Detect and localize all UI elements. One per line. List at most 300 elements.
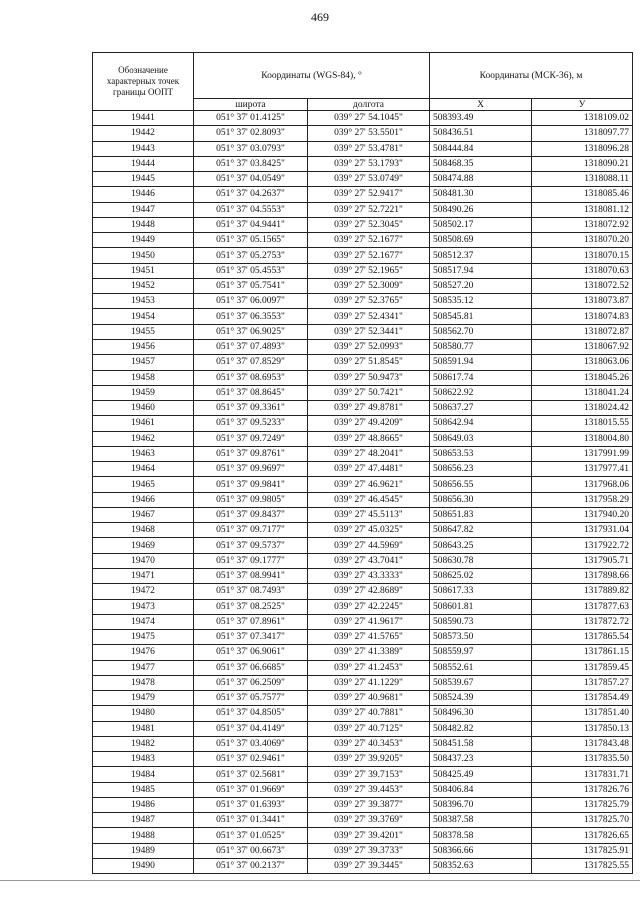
table-row: [93, 691, 633, 706]
longitude-cell: 039° 27' 52.7221": [308, 202, 430, 217]
point-id-cell: 19448: [93, 217, 194, 232]
y-coordinate-cell: 1317991.99: [532, 446, 633, 461]
y-coordinate-cell: 1317898.66: [532, 568, 633, 583]
longitude-cell: 039° 27' 39.4201": [308, 828, 430, 843]
longitude-cell: 039° 27' 50.7421": [308, 385, 430, 400]
table-row: [93, 843, 633, 858]
y-coordinate-cell: 1317968.06: [532, 477, 633, 492]
latitude-cell: 051° 37' 06.3553": [194, 309, 308, 324]
table-row: [93, 278, 633, 293]
x-coordinate-cell: 508378.58: [430, 828, 532, 843]
x-coordinate-cell: 508508.69: [430, 233, 532, 248]
point-id-cell: 19472: [93, 584, 194, 599]
point-id-cell: 19456: [93, 339, 194, 354]
header-x: X: [430, 99, 532, 111]
latitude-cell: 051° 37' 06.9061": [194, 645, 308, 660]
point-id-cell: 19475: [93, 630, 194, 645]
header-latitude: широта: [194, 99, 308, 111]
table-row: [93, 538, 633, 553]
table-row: [93, 477, 633, 492]
point-id-cell: 19471: [93, 568, 194, 583]
point-id-cell: 19441: [93, 111, 194, 126]
y-coordinate-cell: 1317835.50: [532, 752, 633, 767]
latitude-cell: 051° 37' 05.7541": [194, 278, 308, 293]
table-row: [93, 446, 633, 461]
point-id-cell: 19454: [93, 309, 194, 324]
point-id-cell: 19467: [93, 507, 194, 522]
table-row: [93, 523, 633, 538]
point-id-cell: 19462: [93, 431, 194, 446]
table-row: [93, 584, 633, 599]
y-coordinate-cell: 1318063.06: [532, 355, 633, 370]
x-coordinate-cell: 508393.49: [430, 111, 532, 126]
x-coordinate-cell: 508535.12: [430, 294, 532, 309]
y-coordinate-cell: 1318088.11: [532, 172, 633, 187]
table-row: [93, 462, 633, 477]
longitude-cell: 039° 27' 53.5501": [308, 126, 430, 141]
page-bottom-rule: [0, 880, 640, 881]
point-id-cell: 19466: [93, 492, 194, 507]
y-coordinate-cell: 1318072.87: [532, 324, 633, 339]
latitude-cell: 051° 37' 01.6393": [194, 797, 308, 812]
y-coordinate-cell: 1317877.63: [532, 599, 633, 614]
y-coordinate-cell: 1318004.80: [532, 431, 633, 446]
point-id-cell: 19468: [93, 523, 194, 538]
point-id-cell: 19480: [93, 706, 194, 721]
latitude-cell: 051° 37' 08.9941": [194, 568, 308, 583]
table-row: [93, 645, 633, 660]
table-row: [93, 294, 633, 309]
point-id-cell: 19459: [93, 385, 194, 400]
point-id-cell: 19479: [93, 691, 194, 706]
x-coordinate-cell: 508512.37: [430, 248, 532, 263]
x-coordinate-cell: 508651.83: [430, 507, 532, 522]
longitude-cell: 039° 27' 40.9681": [308, 691, 430, 706]
longitude-cell: 039° 27' 49.4209": [308, 416, 430, 431]
latitude-cell: 051° 37' 03.4069": [194, 736, 308, 751]
latitude-cell: 051° 37' 07.4893": [194, 339, 308, 354]
table-row: [93, 248, 633, 263]
latitude-cell: 051° 37' 07.3417": [194, 630, 308, 645]
table-row: [93, 355, 633, 370]
x-coordinate-cell: 508436.51: [430, 126, 532, 141]
x-coordinate-cell: 508562.70: [430, 324, 532, 339]
y-coordinate-cell: 1318067.92: [532, 339, 633, 354]
y-coordinate-cell: 1318070.63: [532, 263, 633, 278]
table-row: [93, 614, 633, 629]
x-coordinate-cell: 508524.39: [430, 691, 532, 706]
page-number: 469: [311, 10, 329, 24]
y-coordinate-cell: 1317859.45: [532, 660, 633, 675]
table-row: [93, 660, 633, 675]
x-coordinate-cell: 508545.81: [430, 309, 532, 324]
longitude-cell: 039° 27' 39.7153": [308, 767, 430, 782]
longitude-cell: 039° 27' 52.4341": [308, 309, 430, 324]
latitude-cell: 051° 37' 09.7249": [194, 431, 308, 446]
longitude-cell: 039° 27' 41.9617": [308, 614, 430, 629]
longitude-cell: 039° 27' 47.4481": [308, 462, 430, 477]
x-coordinate-cell: 508559.97: [430, 645, 532, 660]
y-coordinate-cell: 1318070.20: [532, 233, 633, 248]
point-id-cell: 19477: [93, 660, 194, 675]
longitude-cell: 039° 27' 46.9621": [308, 477, 430, 492]
longitude-cell: 039° 27' 41.3389": [308, 645, 430, 660]
table-row: [93, 263, 633, 278]
point-id-cell: 19457: [93, 355, 194, 370]
x-coordinate-cell: 508552.61: [430, 660, 532, 675]
table-row: [93, 797, 633, 812]
y-coordinate-cell: 1318090.21: [532, 156, 633, 171]
longitude-cell: 039° 27' 40.3453": [308, 736, 430, 751]
y-coordinate-cell: 1317825.79: [532, 797, 633, 812]
longitude-cell: 039° 27' 41.1229": [308, 675, 430, 690]
latitude-cell: 051° 37' 03.0793": [194, 141, 308, 156]
point-id-cell: 19449: [93, 233, 194, 248]
longitude-cell: 039° 27' 39.3445": [308, 859, 430, 874]
x-coordinate-cell: 508601.81: [430, 599, 532, 614]
y-coordinate-cell: 1318072.52: [532, 278, 633, 293]
table-row: [93, 141, 633, 156]
table-row: [93, 553, 633, 568]
latitude-cell: 051° 37' 08.8645": [194, 385, 308, 400]
point-id-cell: 19455: [93, 324, 194, 339]
longitude-cell: 039° 27' 49.8781": [308, 401, 430, 416]
point-id-cell: 19469: [93, 538, 194, 553]
table-row: [93, 767, 633, 782]
longitude-cell: 039° 27' 40.7125": [308, 721, 430, 736]
y-coordinate-cell: 1318070.15: [532, 248, 633, 263]
x-coordinate-cell: 508656.55: [430, 477, 532, 492]
point-id-cell: 19482: [93, 736, 194, 751]
table-body: [93, 111, 633, 874]
latitude-cell: 051° 37' 09.8761": [194, 446, 308, 461]
latitude-cell: 051° 37' 09.3361": [194, 401, 308, 416]
latitude-cell: 051° 37' 06.2509": [194, 675, 308, 690]
table-header-row: [93, 53, 633, 99]
longitude-cell: 039° 27' 39.3733": [308, 843, 430, 858]
longitude-cell: 039° 27' 43.3333": [308, 568, 430, 583]
latitude-cell: 051° 37' 00.6673": [194, 843, 308, 858]
y-coordinate-cell: 1317850.13: [532, 721, 633, 736]
x-coordinate-cell: 508656.23: [430, 462, 532, 477]
longitude-cell: 039° 27' 52.3765": [308, 294, 430, 309]
table-row: [93, 859, 633, 874]
point-id-cell: 19447: [93, 202, 194, 217]
longitude-cell: 039° 27' 41.5765": [308, 630, 430, 645]
table-row: [93, 339, 633, 354]
x-coordinate-cell: 508649.03: [430, 431, 532, 446]
latitude-cell: 051° 37' 05.1565": [194, 233, 308, 248]
point-id-cell: 19445: [93, 172, 194, 187]
point-id-cell: 19452: [93, 278, 194, 293]
longitude-cell: 039° 27' 39.3769": [308, 813, 430, 828]
latitude-cell: 051° 37' 01.0525": [194, 828, 308, 843]
latitude-cell: 051° 37' 07.8961": [194, 614, 308, 629]
y-coordinate-cell: 1317861.15: [532, 645, 633, 660]
y-coordinate-cell: 1317826.65: [532, 828, 633, 843]
header-msk36: Координаты (МСК-36), м: [430, 53, 633, 99]
longitude-cell: 039° 27' 53.1793": [308, 156, 430, 171]
table-row: [93, 401, 633, 416]
longitude-cell: 039° 27' 46.4545": [308, 492, 430, 507]
y-coordinate-cell: 1317872.72: [532, 614, 633, 629]
y-coordinate-cell: 1317851.40: [532, 706, 633, 721]
table-row: [93, 156, 633, 171]
point-id-cell: 19443: [93, 141, 194, 156]
latitude-cell: 051° 37' 09.5233": [194, 416, 308, 431]
point-id-cell: 19487: [93, 813, 194, 828]
table-row: [93, 431, 633, 446]
longitude-cell: 039° 27' 54.1045": [308, 111, 430, 126]
latitude-cell: 051° 37' 05.4553": [194, 263, 308, 278]
latitude-cell: 051° 37' 06.0097": [194, 294, 308, 309]
x-coordinate-cell: 508490.26: [430, 202, 532, 217]
point-id-cell: 19470: [93, 553, 194, 568]
x-coordinate-cell: 508425.49: [430, 767, 532, 782]
longitude-cell: 039° 27' 52.1965": [308, 263, 430, 278]
x-coordinate-cell: 508406.84: [430, 782, 532, 797]
table-row: [93, 736, 633, 751]
point-id-cell: 19488: [93, 828, 194, 843]
point-id-cell: 19446: [93, 187, 194, 202]
y-coordinate-cell: 1318081.12: [532, 202, 633, 217]
longitude-cell: 039° 27' 52.0993": [308, 339, 430, 354]
longitude-cell: 039° 27' 53.4781": [308, 141, 430, 156]
longitude-cell: 039° 27' 52.9417": [308, 187, 430, 202]
table-row: [93, 813, 633, 828]
y-coordinate-cell: 1318015.55: [532, 416, 633, 431]
y-coordinate-cell: 1317831.71: [532, 767, 633, 782]
longitude-cell: 039° 27' 39.4453": [308, 782, 430, 797]
x-coordinate-cell: 508637.27: [430, 401, 532, 416]
table-row: [93, 309, 633, 324]
y-coordinate-cell: 1317905.71: [532, 553, 633, 568]
x-coordinate-cell: 508630.78: [430, 553, 532, 568]
point-id-cell: 19461: [93, 416, 194, 431]
longitude-cell: 039° 27' 52.1677": [308, 233, 430, 248]
longitude-cell: 039° 27' 52.3045": [308, 217, 430, 232]
x-coordinate-cell: 508437.23: [430, 752, 532, 767]
latitude-cell: 051° 37' 08.7493": [194, 584, 308, 599]
table-row: [93, 172, 633, 187]
table-row: [93, 752, 633, 767]
table-row: [93, 721, 633, 736]
x-coordinate-cell: 508468.35: [430, 156, 532, 171]
table-row: [93, 568, 633, 583]
x-coordinate-cell: 508653.53: [430, 446, 532, 461]
y-coordinate-cell: 1317826.76: [532, 782, 633, 797]
longitude-cell: 039° 27' 50.9473": [308, 370, 430, 385]
latitude-cell: 051° 37' 06.6685": [194, 660, 308, 675]
header-point-designation: Обозначение характерных точек границы ООПТ: [93, 53, 194, 111]
y-coordinate-cell: 1317825.70: [532, 813, 633, 828]
point-id-cell: 19481: [93, 721, 194, 736]
header-longitude: долгота: [308, 99, 430, 111]
point-id-cell: 19442: [93, 126, 194, 141]
latitude-cell: 051° 37' 02.9461": [194, 752, 308, 767]
x-coordinate-cell: 508517.94: [430, 263, 532, 278]
latitude-cell: 051° 37' 04.4149": [194, 721, 308, 736]
x-coordinate-cell: 508474.88: [430, 172, 532, 187]
latitude-cell: 051° 37' 09.5737": [194, 538, 308, 553]
table-row: [93, 492, 633, 507]
y-coordinate-cell: 1317931.04: [532, 523, 633, 538]
x-coordinate-cell: 508539.67: [430, 675, 532, 690]
latitude-cell: 051° 37' 04.2637": [194, 187, 308, 202]
table-row: [93, 828, 633, 843]
latitude-cell: 051° 37' 09.8437": [194, 507, 308, 522]
y-coordinate-cell: 1318073.87: [532, 294, 633, 309]
table-row: [93, 630, 633, 645]
longitude-cell: 039° 27' 45.0325": [308, 523, 430, 538]
latitude-cell: 051° 37' 07.8529": [194, 355, 308, 370]
y-coordinate-cell: 1318045.26: [532, 370, 633, 385]
latitude-cell: 051° 37' 09.9697": [194, 462, 308, 477]
table-row: [93, 126, 633, 141]
y-coordinate-cell: 1317825.91: [532, 843, 633, 858]
y-coordinate-cell: 1318097.77: [532, 126, 633, 141]
latitude-cell: 051° 37' 00.2137": [194, 859, 308, 874]
y-coordinate-cell: 1318109.02: [532, 111, 633, 126]
longitude-cell: 039° 27' 52.3009": [308, 278, 430, 293]
longitude-cell: 039° 27' 42.2245": [308, 599, 430, 614]
latitude-cell: 051° 37' 04.9441": [194, 217, 308, 232]
latitude-cell: 051° 37' 04.8505": [194, 706, 308, 721]
latitude-cell: 051° 37' 01.4125": [194, 111, 308, 126]
latitude-cell: 051° 37' 09.7177": [194, 523, 308, 538]
point-id-cell: 19486: [93, 797, 194, 812]
longitude-cell: 039° 27' 39.3877": [308, 797, 430, 812]
x-coordinate-cell: 508625.02: [430, 568, 532, 583]
y-coordinate-cell: 1317922.72: [532, 538, 633, 553]
latitude-cell: 051° 37' 06.9025": [194, 324, 308, 339]
point-id-cell: 19473: [93, 599, 194, 614]
y-coordinate-cell: 1317865.54: [532, 630, 633, 645]
y-coordinate-cell: 1317940.20: [532, 507, 633, 522]
point-id-cell: 19444: [93, 156, 194, 171]
y-coordinate-cell: 1318041.24: [532, 385, 633, 400]
table-row: [93, 782, 633, 797]
latitude-cell: 051° 37' 09.9805": [194, 492, 308, 507]
point-id-cell: 19483: [93, 752, 194, 767]
x-coordinate-cell: 508527.20: [430, 278, 532, 293]
table-row: [93, 706, 633, 721]
longitude-cell: 039° 27' 39.9205": [308, 752, 430, 767]
y-coordinate-cell: 1318085.46: [532, 187, 633, 202]
table-row: [93, 599, 633, 614]
longitude-cell: 039° 27' 52.3441": [308, 324, 430, 339]
y-coordinate-cell: 1317843.48: [532, 736, 633, 751]
y-coordinate-cell: 1317854.49: [532, 691, 633, 706]
y-coordinate-cell: 1317857.27: [532, 675, 633, 690]
table-row: [93, 385, 633, 400]
point-id-cell: 19464: [93, 462, 194, 477]
latitude-cell: 051° 37' 09.1777": [194, 553, 308, 568]
y-coordinate-cell: 1318074.83: [532, 309, 633, 324]
longitude-cell: 039° 27' 43.7041": [308, 553, 430, 568]
table-row: [93, 324, 633, 339]
longitude-cell: 039° 27' 44.5969": [308, 538, 430, 553]
point-id-cell: 19453: [93, 294, 194, 309]
x-coordinate-cell: 508643.25: [430, 538, 532, 553]
longitude-cell: 039° 27' 51.8545": [308, 355, 430, 370]
x-coordinate-cell: 508622.92: [430, 385, 532, 400]
latitude-cell: 051° 37' 04.5553": [194, 202, 308, 217]
latitude-cell: 051° 37' 05.7577": [194, 691, 308, 706]
point-id-cell: 19451: [93, 263, 194, 278]
x-coordinate-cell: 508366.66: [430, 843, 532, 858]
header-wgs84: Координаты (WGS-84), °: [194, 53, 430, 99]
y-coordinate-cell: 1317825.55: [532, 859, 633, 874]
longitude-cell: 039° 27' 40.7881": [308, 706, 430, 721]
latitude-cell: 051° 37' 02.5681": [194, 767, 308, 782]
x-coordinate-cell: 508482.82: [430, 721, 532, 736]
latitude-cell: 051° 37' 01.3441": [194, 813, 308, 828]
point-id-cell: 19465: [93, 477, 194, 492]
latitude-cell: 051° 37' 04.0549": [194, 172, 308, 187]
x-coordinate-cell: 508396.70: [430, 797, 532, 812]
point-id-cell: 19485: [93, 782, 194, 797]
x-coordinate-cell: 508580.77: [430, 339, 532, 354]
latitude-cell: 051° 37' 09.9841": [194, 477, 308, 492]
x-coordinate-cell: 508352.63: [430, 859, 532, 874]
longitude-cell: 039° 27' 45.5113": [308, 507, 430, 522]
x-coordinate-cell: 508590.73: [430, 614, 532, 629]
longitude-cell: 039° 27' 53.0749": [308, 172, 430, 187]
table-row: [93, 233, 633, 248]
x-coordinate-cell: 508573.50: [430, 630, 532, 645]
table-row: [93, 187, 633, 202]
x-coordinate-cell: 508642.94: [430, 416, 532, 431]
header-y: У: [532, 99, 633, 111]
y-coordinate-cell: 1318096.28: [532, 141, 633, 156]
table-row: [93, 416, 633, 431]
latitude-cell: 051° 37' 08.6953": [194, 370, 308, 385]
table-row: [93, 675, 633, 690]
x-coordinate-cell: 508502.17: [430, 217, 532, 232]
x-coordinate-cell: 508481.30: [430, 187, 532, 202]
point-id-cell: 19489: [93, 843, 194, 858]
table-row: [93, 111, 633, 126]
x-coordinate-cell: 508451.58: [430, 736, 532, 751]
x-coordinate-cell: 508617.74: [430, 370, 532, 385]
point-id-cell: 19460: [93, 401, 194, 416]
longitude-cell: 039° 27' 42.8689": [308, 584, 430, 599]
longitude-cell: 039° 27' 41.2453": [308, 660, 430, 675]
latitude-cell: 051° 37' 01.9669": [194, 782, 308, 797]
y-coordinate-cell: 1317977.41: [532, 462, 633, 477]
longitude-cell: 039° 27' 48.8665": [308, 431, 430, 446]
x-coordinate-cell: 508387.58: [430, 813, 532, 828]
x-coordinate-cell: 508591.94: [430, 355, 532, 370]
y-coordinate-cell: 1318024.42: [532, 401, 633, 416]
latitude-cell: 051° 37' 02.8093": [194, 126, 308, 141]
x-coordinate-cell: 508617.33: [430, 584, 532, 599]
x-coordinate-cell: 508647.82: [430, 523, 532, 538]
point-id-cell: 19463: [93, 446, 194, 461]
longitude-cell: 039° 27' 48.2041": [308, 446, 430, 461]
longitude-cell: 039° 27' 52.1677": [308, 248, 430, 263]
x-coordinate-cell: 508496.30: [430, 706, 532, 721]
point-id-cell: 19476: [93, 645, 194, 660]
latitude-cell: 051° 37' 03.8425": [194, 156, 308, 171]
table-row: [93, 217, 633, 232]
latitude-cell: 051° 37' 05.2753": [194, 248, 308, 263]
x-coordinate-cell: 508444.84: [430, 141, 532, 156]
x-coordinate-cell: 508656.30: [430, 492, 532, 507]
coordinates-table: [92, 52, 633, 874]
y-coordinate-cell: 1317889.82: [532, 584, 633, 599]
